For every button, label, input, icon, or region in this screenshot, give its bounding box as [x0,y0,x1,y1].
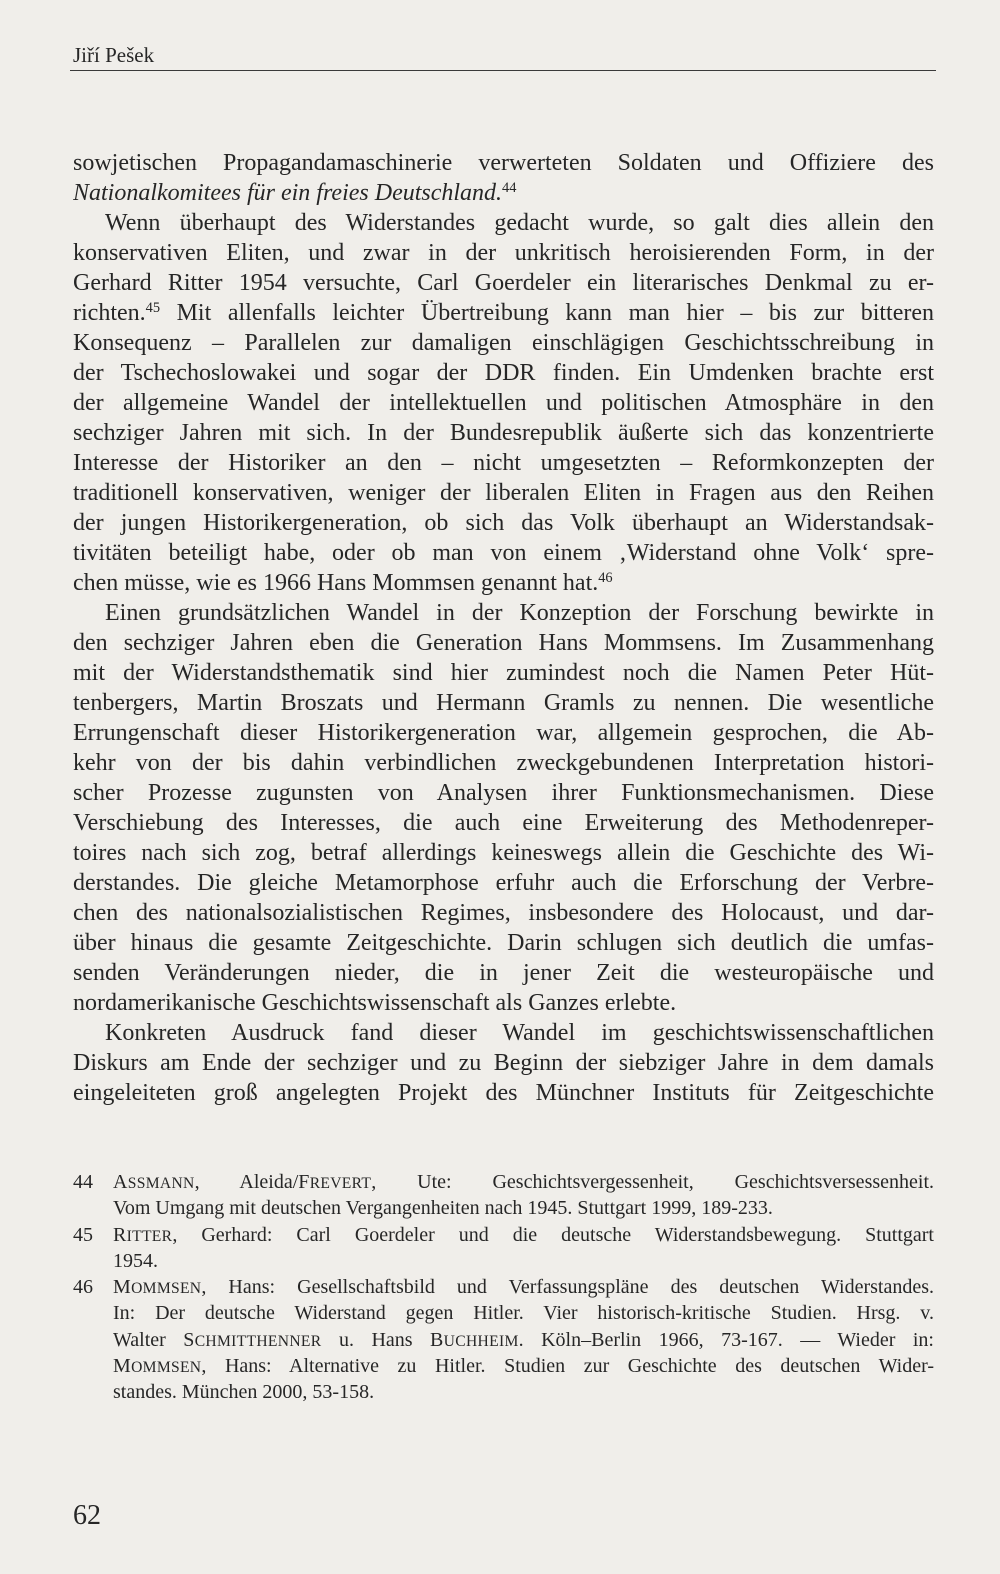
author-name: BUCHHEIM [430,1328,519,1351]
text-line: scher Prozesse zugunsten von Analysen ihrer Funktionsmechanismen. Diese [73,780,934,806]
text-segment: standes. München 2000, 53-158. [113,1381,375,1403]
page-number: 62 [73,1500,101,1531]
footnote-line [73,1300,934,1326]
text-line: mit der Widerstandsthematik sind hier zumindest noch die Namen Peter Hüt- [73,660,934,686]
footnotes [73,1169,934,1405]
footnote-number: 46 [73,1276,93,1298]
text-line: nordamerikanische Geschichtswissenschaft als Ganzes erlebte. [73,990,677,1016]
text-segment: u. Hans [321,1328,431,1351]
text-line: eingeleiteten groß angelegten Projekt des Münchner Instituts für Zeitgeschichte [73,1080,934,1106]
footnote-line [73,1327,934,1353]
text-line: Diskurs am Ende der sechziger und zu Beginn der siebziger Jahre in dem damals [73,1050,934,1076]
text-segment: 1954. [113,1249,158,1272]
running-head: Jiří Pešek [73,43,155,67]
text-line [73,568,934,598]
author-name: MOMMSEN [113,1354,202,1377]
text-segment: , Hans: Gesellschaftsbild und Verfassungspläne des deutschen Widerstandes. [201,1276,934,1298]
text-line: Einen grundsätzlichen Wandel in der Konzeption der Forschung bewirkte in [105,600,934,626]
text-line: kehr von der bis dahin verbindlichen zweckgebundenen Interpretation histori- [73,750,934,776]
italic-title: Nationalkomitees für ein freies Deutschland. [73,180,503,206]
body-text [73,148,934,1108]
paragraph [73,148,934,208]
text-line: toires nach sich zog, betraf allerdings keineswegs allein die Geschichte des Wi- [73,840,934,866]
text-segment: . Köln–Berlin 1966, 73-167. — Wieder in: [518,1328,934,1351]
author-name: RITTER [113,1223,173,1246]
text-line: Interesse der Historiker an den – nicht umgesetzten – Reformkonzepten der [73,450,934,476]
footnote-line [73,1274,934,1300]
text-segment: Mit allenfalls leichter Übertreibung kann man hier – bis zur bitteren [160,300,934,326]
text-line: Errungenschaft dieser Historikergeneration war, allgemein gesprochen, die Ab- [73,720,934,746]
paragraph [73,208,934,598]
footnote-ref: 45 [145,300,161,317]
author-name: SCHMITTHENNER [183,1328,322,1351]
text-line: tenbergers, Martin Broszats und Hermann Gramls zu nennen. Die wesentliche [73,690,934,716]
author-name: MOMMSEN [113,1276,202,1298]
footnote-number: 45 [73,1223,93,1246]
footnote-line [73,1195,934,1221]
text-segment: Walter [113,1328,184,1351]
text-line: der Tschechoslowakei und sogar der DDR finden. Ein Umdenken brachte erst [73,360,934,386]
footnote-line [73,1169,934,1195]
text-segment: , Hans: Alternative zu Hitler. Studien zur Geschichte des deutschen Wider- [201,1354,934,1377]
footnote-ref: 46 [598,570,613,587]
text-segment: chen müsse, wie es 1966 Hans Mommsen genannt hat. [73,570,599,596]
text-line: sowjetischen Propagandamaschinerie verwerteten Soldaten und Offiziere des [73,150,934,176]
footnote-line [73,1248,934,1274]
text-line: der allgemeine Wandel der intellektuellen und politischen Atmosphäre in den [73,390,934,416]
text-segment: , Gerhard: Carl Goerdeler und die deutsche Widerstandsbewegung. Stuttgart [172,1223,934,1246]
paragraph [73,1018,934,1108]
header-rule [70,70,936,71]
author-name: FREVERT [298,1171,372,1193]
footnote [73,1222,934,1275]
text-line [73,298,934,328]
text-line: Konkreten Ausdruck fand dieser Wandel im geschichtswissenschaftlichen [105,1020,934,1046]
text-line: derstandes. Die gleiche Metamorphose erfuhr auch die Erforschung der Verbre- [73,870,934,896]
text-line: chen des nationalsozialistischen Regimes, insbesondere des Holocaust, und dar- [73,900,934,926]
paragraph [73,598,934,1018]
text-line: senden Veränderungen nieder, die in jener Zeit die westeuropäische und [73,960,934,986]
footnote-line [73,1222,934,1248]
footnote [73,1274,934,1405]
footnote-ref: 44 [502,180,517,197]
text-line: den sechziger Jahren eben die Generation Hans Mommsens. Im Zusammenhang [73,630,934,656]
text-segment: , Ute: Geschichtsvergessenheit, Geschichtsversessenheit. [371,1171,934,1193]
text-line: tivitäten beteiligt habe, oder ob man von einem ‚Widerstand ohne Volk‘ spre- [73,540,934,566]
text-segment: In: Der deutsche Widerstand gegen Hitler. Vier historisch-kritische Studien. Hrsg. v. [113,1302,934,1325]
text-line: traditionell konservativen, weniger der liberalen Eliten in Fragen aus den Reihen [73,480,934,506]
text-segment: richten. [73,300,146,326]
text-line: konservativen Eliten, und zwar in der unkritisch heroisierenden Form, in der [73,240,934,266]
author-name: ASSMANN [113,1171,195,1193]
footnote [73,1169,934,1222]
text-line: Wenn überhaupt des Widerstandes gedacht wurde, so galt dies allein den [105,210,934,236]
text-line: der jungen Historikergeneration, ob sich das Volk überhaupt an Widerstandsak- [73,510,934,536]
text-line: Gerhard Ritter 1954 versuchte, Carl Goerdeler ein literarisches Denkmal zu er- [73,270,934,296]
footnote-line [73,1353,934,1379]
text-line: sechziger Jahren mit sich. In der Bundesrepublik äußerte sich das konzentrierte [73,420,934,446]
text-line: Konsequenz – Parallelen zur damaligen einschlägigen Geschichtsschreibung in [73,330,934,356]
text-line [73,178,934,208]
text-segment: , Aleida/ [194,1171,299,1193]
footnote-number: 44 [73,1171,93,1193]
text-line: über hinaus die gesamte Zeitgeschichte. Darin schlugen sich deutlich die umfas- [73,930,934,956]
footnote-line [73,1379,934,1405]
text-segment: Vom Umgang mit deutschen Vergangenheiten nach 1945. Stuttgart 1999, 189-233. [113,1197,773,1220]
text-line: Verschiebung des Interesses, die auch eine Erweiterung des Methodenreper- [73,810,934,836]
